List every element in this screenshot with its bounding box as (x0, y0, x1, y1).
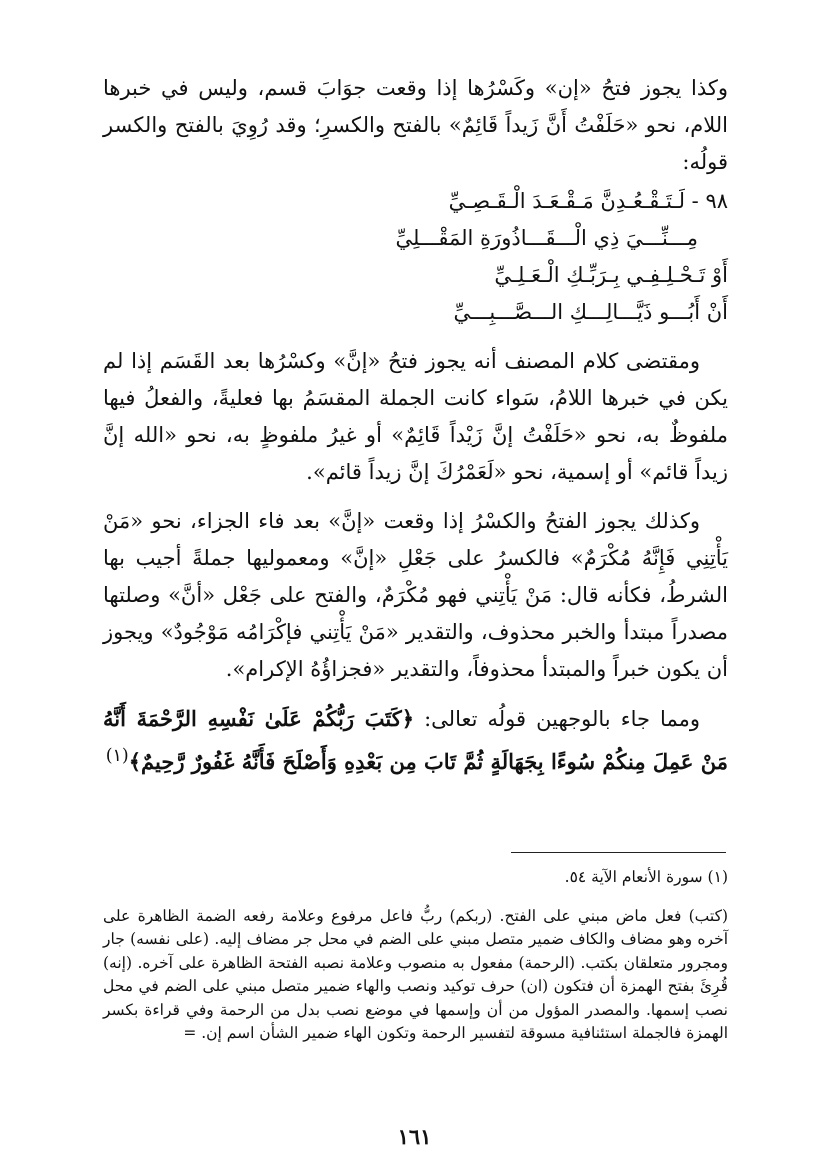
verse-line-4: أَنْ أَبُـــو ذَيَّـــالِـــكِ الـــصَّـــبِـــيِّ (453, 300, 728, 324)
footnote-text: (كتب) فعل ماض مبني على الفتح. (ربكم) ربُّ فاعل مرفوع وعلامة رفعه الضمة الظاهرة على آخره وهو مضاف والكاف ضمير متصل مبني على الضم في محل جر مضاف إليه. (على نفسه) جار ومجرور متعلقان بكتب. (الرحمة) مفعول به منصوب وعلامة نصبه الفتحة الظاهرة على آخره. (إنه) قُرِئَ بفتح الهمزة أن فتكون (ان) حرف توكيد ونصب والهاء ضمير متصل مبني على الضم في محل نصب إسمها. والمصدر المؤول من أن وإسمها في موضع نصب بدل من الرحمة وفي قراءة بكسر الهمزة فالجملة استئنافية مسوقة لتفسير الرحمة وتكون الهاء ضمير الشأن اسم إن. = (103, 906, 728, 1042)
verse-number: ٩٨ - (691, 189, 728, 213)
main-text (103, 70, 728, 781)
poem (103, 183, 728, 331)
verse-line-3: أَوْ تَـحْـلِـفِـي بِـرَبِّـكِ الْـعَـلِـيِّ (494, 263, 728, 287)
footnote-source: (١) سورة الأنعام الآية ٥٤. (564, 868, 728, 886)
quran-verse: ﴿كَتَبَ رَبُّكُمْ عَلَىٰ نَفْسِهِ الرَّحْمَةَ أَنَّهُ مَنْ عَمِلَ مِنكُمْ سُوءًا بِجَهَالَةٍ ثُمَّ تَابَ مِن بَعْدِهِ وَأَصْلَحَ فَأَنَّهُ غَفُورٌ رَّحِيمٌ﴾ (103, 706, 728, 774)
paragraph-1: وكذا يجوز فتحُ «إن» وكَسْرُها إذا وقعت جوَابَ قسم، وليس في خبرها اللام، نحو «حَلَفْتُ أَنَّ زَيداً قَائِمٌ» بالفتح والكسرِ؛ وقد رُوِيَ بالفتح والكسر قولُه: (103, 76, 728, 174)
verse-line-1: لَـتَـقْـعُـدِنَّ مَـقْـعَـدَ الْـقَـصِـيِّ (448, 189, 685, 213)
footnotes (103, 866, 728, 1046)
paragraph-2: ومقتضى كلام المصنف أنه يجوز فتحُ «إنَّ» وكسْرُها بعد القَسَم إذا لم يكن في خبرها اللامُ، سَواء كانت الجملة المقسَمُ بها فعليةً، والفعلُ فيها ملفوظٌ به، نحو «حَلَفْتُ إنَّ زَيْداً قَائِمٌ» أو غيرُ ملفوظٍ به، نحو «الله إنَّ زيداً قائم» أو إسمية، نحو «لَعَمْرُكَ إنَّ زيداً قائم». (103, 349, 728, 484)
footnote-marker: (١) (105, 746, 129, 766)
verse-line-2: مِـــنِّـــيَ ذِي الْـــقَـــاذُورَةِ المَقْـــلِيِّ (395, 226, 698, 250)
paragraph-3: وكذلك يجوز الفتحُ والكسْرُ إذا وقعت «إنَّ» بعد فاء الجزاء، نحو «مَنْ يَأْتِنِي فَإِنَّهُ مُكْرَمٌ» فالكسرُ على جَعْلِ «إنَّ» ومعموليها جملةً أجيب بها الشرطُ، فكأنه قال: مَنْ يَأْتِني فهو مُكْرَمٌ، والفتح على جَعْل «أنَّ» وصلتها مصدراً مبتدأ والخبر محذوف، والتقدير «مَنْ يَأْتِني فإكْرَامُه مَوْجُودٌ» ويجوز أن يكون خبراً والمبتدأ محذوفاً، والتقدير «فجزاؤُهُ الإكرام». (103, 509, 728, 681)
footnote-divider (511, 852, 726, 853)
page-number: ١٦١ (397, 1124, 432, 1149)
paragraph-4-intro: ومما جاء بالوجهين قولُه تعالى: (424, 707, 700, 731)
paragraph-4 (103, 700, 728, 781)
